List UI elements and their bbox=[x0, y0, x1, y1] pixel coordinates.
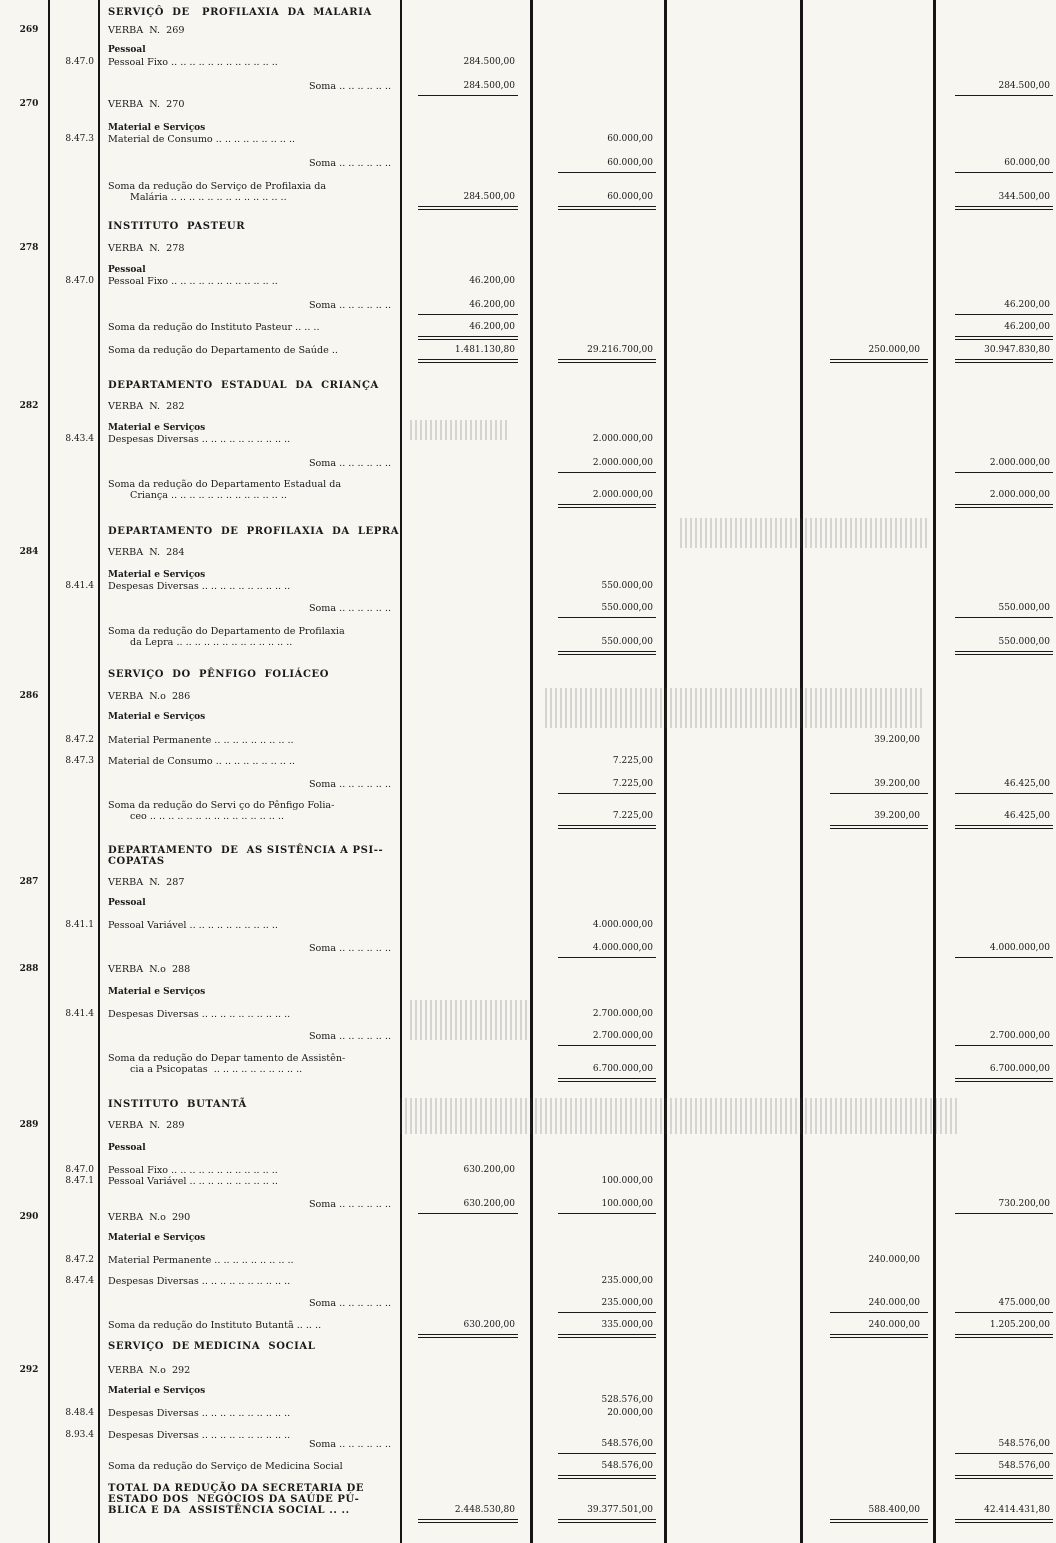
row-description: Soma da redução do Serviço de Medicina Social bbox=[108, 1461, 343, 1472]
verba-code: 290 bbox=[19, 1212, 39, 1222]
row-description: Despesas Diversas .. .. .. .. .. .. .. .. .. .. bbox=[108, 1430, 291, 1441]
amount-col-4: 250.000,00 bbox=[868, 345, 920, 355]
amount-col-1: 630.200,00 bbox=[463, 1199, 515, 1209]
scan-noise bbox=[410, 1000, 530, 1040]
total-rule bbox=[558, 957, 656, 958]
amount-col-2: 6.700.000,00 bbox=[592, 1064, 653, 1074]
amount-col-2: 100.000,00 bbox=[601, 1176, 653, 1186]
total-rule bbox=[558, 1045, 656, 1046]
row-description: SERVIÇO DE MEDICINA SOCIAL bbox=[108, 1341, 316, 1352]
row-description: Despesas Diversas .. .. .. .. .. .. .. .. .. .. bbox=[108, 581, 291, 592]
total-rule bbox=[418, 362, 518, 363]
item-code: 8.47.3 bbox=[65, 134, 94, 144]
total-rule bbox=[955, 507, 1053, 508]
verba-code: 270 bbox=[19, 99, 39, 109]
total-rule bbox=[955, 1081, 1053, 1082]
total-rule bbox=[418, 1519, 518, 1520]
amount-col-4: 240.000,00 bbox=[868, 1320, 920, 1330]
row-description: VERBA N. 287 bbox=[108, 877, 185, 888]
amount-col-1: 46.200,00 bbox=[469, 276, 515, 286]
amount-col-5: 4.000.000,00 bbox=[989, 943, 1050, 953]
total-rule bbox=[955, 1478, 1053, 1479]
total-rule bbox=[558, 651, 656, 652]
item-code: 8.47.4 bbox=[65, 1276, 94, 1286]
row-description: Soma da redução do Instituto Pasteur .. .. .. bbox=[108, 322, 320, 333]
row-description: Pessoal Variável .. .. .. .. .. .. .. .. .. .. bbox=[108, 1176, 278, 1187]
item-code: 8.47.0 bbox=[65, 1165, 94, 1175]
row-description: Pessoal bbox=[108, 45, 146, 55]
total-rule bbox=[558, 828, 656, 829]
amount-col-5: 284.500,00 bbox=[998, 81, 1050, 91]
row-description-continuation: da Lepra .. .. .. .. .. .. .. .. .. .. .. .. .. bbox=[130, 637, 293, 648]
row-description: ESTADO DOS NEGÓCIOS DA SAÚDE PÚ- bbox=[108, 1494, 360, 1505]
amount-col-2: 60.000,00 bbox=[607, 158, 653, 168]
row-description: Despesas Diversas .. .. .. .. .. .. .. .. .. .. bbox=[108, 1009, 291, 1020]
total-rule bbox=[830, 828, 928, 829]
row-description-continuation: ceo .. .. .. .. .. .. .. .. .. .. .. .. .. .. .. bbox=[130, 811, 285, 822]
row-description: VERBA N. 270 bbox=[108, 99, 185, 110]
row-description: Material e Serviços bbox=[108, 1386, 206, 1396]
amount-col-1: 2.448.530,80 bbox=[454, 1505, 515, 1515]
row-description: Material e Serviços bbox=[108, 123, 206, 133]
column-rule-4 bbox=[530, 0, 533, 1543]
row-description: Soma .. .. .. .. .. .. bbox=[308, 300, 391, 311]
amount-col-2: 2.000.000,00 bbox=[592, 458, 653, 468]
amount-col-1: 46.200,00 bbox=[469, 322, 515, 332]
total-rule bbox=[955, 828, 1053, 829]
row-description: Pessoal Fixo .. .. .. .. .. .. .. .. .. .. .. .. bbox=[108, 276, 278, 287]
total-rule bbox=[558, 1453, 656, 1454]
scan-noise bbox=[545, 688, 925, 728]
total-rule bbox=[558, 362, 656, 363]
row-description-continuation: cia a Psicopatas .. .. .. .. .. .. .. .. .. .. bbox=[130, 1064, 303, 1075]
row-description: SERVIÇÔ DE PROFILAXIA DA MALARIA bbox=[108, 7, 372, 18]
amount-col-5: 344.500,00 bbox=[998, 192, 1050, 202]
total-rule bbox=[955, 825, 1053, 826]
total-rule bbox=[558, 1337, 656, 1338]
total-rule bbox=[955, 209, 1053, 210]
total-rule bbox=[955, 1453, 1053, 1454]
row-description: Material e Serviços bbox=[108, 1233, 206, 1243]
total-rule bbox=[418, 336, 518, 337]
total-rule bbox=[955, 1519, 1053, 1520]
amount-col-5: 1.205.200,00 bbox=[989, 1320, 1050, 1330]
column-rule-6 bbox=[800, 0, 803, 1543]
row-description: Soma .. .. .. .. .. .. bbox=[308, 458, 391, 469]
total-rule bbox=[558, 1519, 656, 1520]
total-rule bbox=[418, 1334, 518, 1335]
total-rule bbox=[558, 1312, 656, 1313]
row-description: Pessoal bbox=[108, 898, 146, 908]
row-description: INSTITUTO BUTANTÃ bbox=[108, 1099, 247, 1110]
row-description: Despesas Diversas .. .. .. .. .. .. .. .. .. .. bbox=[108, 1408, 291, 1419]
amount-col-2: 528.576,00 bbox=[601, 1395, 653, 1405]
amount-col-2: 235.000,00 bbox=[601, 1298, 653, 1308]
row-description: Soma da redução do Serviço de Profilaxia da bbox=[108, 181, 327, 192]
total-rule bbox=[955, 617, 1053, 618]
total-rule bbox=[830, 825, 928, 826]
total-rule bbox=[418, 1213, 518, 1214]
amount-col-5: 46.425,00 bbox=[1004, 779, 1050, 789]
total-rule bbox=[955, 957, 1053, 958]
amount-col-4: 39.200,00 bbox=[874, 779, 920, 789]
total-rule bbox=[955, 472, 1053, 473]
item-code: 8.48.4 bbox=[65, 1408, 94, 1418]
total-rule bbox=[418, 359, 518, 360]
item-code: 8.47.0 bbox=[65, 57, 94, 67]
row-description: INSTITUTO PASTEUR bbox=[108, 221, 246, 232]
amount-col-1: 1.481.130,80 bbox=[454, 345, 515, 355]
amount-col-2: 550.000,00 bbox=[601, 603, 653, 613]
amount-col-2: 20.000,00 bbox=[607, 1408, 653, 1418]
total-rule bbox=[955, 172, 1053, 173]
scan-noise bbox=[400, 1098, 960, 1134]
row-description: Soma da redução do Depar tamento de Assistên- bbox=[108, 1053, 346, 1064]
amount-col-2: 2.000.000,00 bbox=[592, 434, 653, 444]
total-rule bbox=[558, 1213, 656, 1214]
total-rule bbox=[418, 1337, 518, 1338]
total-rule bbox=[955, 1334, 1053, 1335]
row-description: Soma .. .. .. .. .. .. bbox=[308, 1298, 391, 1309]
row-description: Pessoal Variável .. .. .. .. .. .. .. .. .. .. bbox=[108, 920, 278, 931]
total-rule bbox=[955, 362, 1053, 363]
total-rule bbox=[955, 336, 1053, 337]
row-description: Pessoal Fixo .. .. .. .. .. .. .. .. .. .. .. .. bbox=[108, 57, 278, 68]
amount-col-4: 240.000,00 bbox=[868, 1298, 920, 1308]
amount-col-5: 46.200,00 bbox=[1004, 322, 1050, 332]
row-description: Soma .. .. .. .. .. .. bbox=[308, 603, 391, 614]
total-rule bbox=[955, 314, 1053, 315]
total-rule bbox=[558, 172, 656, 173]
verba-code: 292 bbox=[19, 1365, 39, 1375]
row-description: Soma .. .. .. .. .. .. bbox=[308, 158, 391, 169]
total-rule bbox=[955, 1522, 1053, 1523]
scan-noise bbox=[410, 420, 510, 440]
total-rule bbox=[955, 1475, 1053, 1476]
total-rule bbox=[955, 1213, 1053, 1214]
row-description: DEPARTAMENTO ESTADUAL DA CRIANÇA bbox=[108, 380, 379, 391]
row-description: Material de Consumo .. .. .. .. .. .. .. .. .. bbox=[108, 134, 296, 145]
row-description: VERBA N.o 286 bbox=[108, 691, 191, 702]
amount-col-4: 39.200,00 bbox=[874, 811, 920, 821]
total-rule bbox=[955, 651, 1053, 652]
amount-col-1: 630.200,00 bbox=[463, 1165, 515, 1175]
total-rule bbox=[558, 359, 656, 360]
total-rule bbox=[558, 793, 656, 794]
row-description: Material e Serviços bbox=[108, 712, 206, 722]
row-description: Soma .. .. .. .. .. .. bbox=[308, 779, 391, 790]
row-description: VERBA N.o 288 bbox=[108, 964, 191, 975]
amount-col-2: 7.225,00 bbox=[612, 756, 653, 766]
amount-col-5: 46.200,00 bbox=[1004, 300, 1050, 310]
amount-col-1: 46.200,00 bbox=[469, 300, 515, 310]
item-code: 8.47.1 bbox=[65, 1176, 94, 1186]
item-code: 8.47.2 bbox=[65, 1255, 94, 1265]
row-description: Pessoal Fixo .. .. .. .. .. .. .. .. .. .. .. .. bbox=[108, 1165, 278, 1176]
amount-col-5: 475.000,00 bbox=[998, 1298, 1050, 1308]
item-code: 8.41.4 bbox=[65, 581, 94, 591]
scan-noise bbox=[680, 518, 930, 548]
amount-col-1: 284.500,00 bbox=[463, 81, 515, 91]
item-code: 8.47.0 bbox=[65, 276, 94, 286]
verba-code: 288 bbox=[19, 964, 39, 974]
total-rule bbox=[558, 472, 656, 473]
row-description: Soma .. .. .. .. .. .. bbox=[308, 81, 391, 92]
amount-col-2: 335.000,00 bbox=[601, 1320, 653, 1330]
row-description: VERBA N. 282 bbox=[108, 401, 185, 412]
row-description: TOTAL DA REDUÇÃO DA SECRETARIA DE bbox=[108, 1483, 365, 1494]
row-description: VERBA N. 284 bbox=[108, 547, 185, 558]
total-rule bbox=[955, 654, 1053, 655]
amount-col-2: 29.216.700,00 bbox=[587, 345, 653, 355]
total-rule bbox=[830, 1312, 928, 1313]
amount-col-2: 100.000,00 bbox=[601, 1199, 653, 1209]
amount-col-2: 548.576,00 bbox=[601, 1461, 653, 1471]
total-rule bbox=[830, 362, 928, 363]
row-description: Soma .. .. .. .. .. .. bbox=[308, 1199, 391, 1210]
verba-code: 269 bbox=[19, 25, 39, 35]
row-description: VERBA N. 269 bbox=[108, 25, 185, 36]
row-description: Despesas Diversas .. .. .. .. .. .. .. .. .. .. bbox=[108, 1276, 291, 1287]
row-description: Material e Serviços bbox=[108, 423, 206, 433]
total-rule bbox=[830, 1522, 928, 1523]
total-rule bbox=[558, 825, 656, 826]
amount-col-2: 2.700.000,00 bbox=[592, 1009, 653, 1019]
row-description: Soma da redução do Departamento de Profilaxia bbox=[108, 626, 345, 637]
row-description: Pessoal bbox=[108, 265, 146, 275]
row-description: VERBA N.o 290 bbox=[108, 1212, 191, 1223]
row-description: VERBA N. 278 bbox=[108, 243, 185, 254]
row-description: BLICA E DA ASSISTÊNCIA SOCIAL .. .. bbox=[108, 1505, 350, 1516]
total-rule bbox=[830, 1334, 928, 1335]
amount-col-2: 2.700.000,00 bbox=[592, 1031, 653, 1041]
total-rule bbox=[830, 1337, 928, 1338]
item-code: 8.41.1 bbox=[65, 920, 94, 930]
row-description: Material Permanente .. .. .. .. .. .. .. .. .. bbox=[108, 1255, 294, 1266]
total-rule bbox=[418, 209, 518, 210]
row-description: Soma .. .. .. .. .. .. bbox=[308, 943, 391, 954]
total-rule bbox=[418, 95, 518, 96]
total-rule bbox=[558, 504, 656, 505]
total-rule bbox=[830, 793, 928, 794]
amount-col-5: 548.576,00 bbox=[998, 1439, 1050, 1449]
amount-col-5: 60.000,00 bbox=[1004, 158, 1050, 168]
total-rule bbox=[955, 339, 1053, 340]
amount-col-5: 46.425,00 bbox=[1004, 811, 1050, 821]
column-rule-2 bbox=[98, 0, 100, 1543]
row-description: Material Permanente .. .. .. .. .. .. .. .. .. bbox=[108, 735, 294, 746]
total-rule bbox=[558, 654, 656, 655]
row-description: Despesas Diversas .. .. .. .. .. .. .. .. .. .. bbox=[108, 434, 291, 445]
total-rule bbox=[558, 1475, 656, 1476]
total-rule bbox=[558, 1078, 656, 1079]
amount-col-5: 730.200,00 bbox=[998, 1199, 1050, 1209]
total-rule bbox=[418, 314, 518, 315]
total-rule bbox=[418, 206, 518, 207]
total-rule bbox=[558, 206, 656, 207]
row-description: SERVIÇO DO PÊNFIGO FOLIÁCEO bbox=[108, 669, 330, 680]
row-description: Soma .. .. .. .. .. .. bbox=[308, 1031, 391, 1042]
amount-col-2: 4.000.000,00 bbox=[592, 920, 653, 930]
total-rule bbox=[558, 1522, 656, 1523]
row-description: Material e Serviços bbox=[108, 987, 206, 997]
total-rule bbox=[830, 359, 928, 360]
row-description-continuation: Malária .. .. .. .. .. .. .. .. .. .. .. .. .. bbox=[130, 192, 287, 203]
verba-code: 278 bbox=[19, 243, 39, 253]
item-code: 8.47.2 bbox=[65, 735, 94, 745]
amount-col-2: 2.000.000,00 bbox=[592, 490, 653, 500]
total-rule bbox=[558, 1334, 656, 1335]
row-description-continuation: COPATAS bbox=[108, 856, 165, 867]
amount-col-5: 30.947.830,80 bbox=[984, 345, 1050, 355]
row-description: DEPARTAMENTO DE PROFILAXIA DA LEPRA bbox=[108, 526, 400, 537]
amount-col-2: 235.000,00 bbox=[601, 1276, 653, 1286]
column-rule-7 bbox=[933, 0, 936, 1543]
item-code: 8.41.4 bbox=[65, 1009, 94, 1019]
item-code: 8.43.4 bbox=[65, 434, 94, 444]
total-rule bbox=[955, 1078, 1053, 1079]
row-description: Pessoal bbox=[108, 1143, 146, 1153]
total-rule bbox=[955, 504, 1053, 505]
verba-code: 284 bbox=[19, 547, 39, 557]
row-description: Soma da redução do Departamento Estadual da bbox=[108, 479, 342, 490]
amount-col-5: 2.000.000,00 bbox=[989, 490, 1050, 500]
row-description: DEPARTAMENTO DE AS SISTÊNCIA A PSI-- bbox=[108, 845, 384, 856]
total-rule bbox=[558, 209, 656, 210]
amount-col-2: 550.000,00 bbox=[601, 581, 653, 591]
amount-col-4: 588.400,00 bbox=[868, 1505, 920, 1515]
row-description-continuation: Criança .. .. .. .. .. .. .. .. .. .. .. .. .. bbox=[130, 490, 287, 501]
total-rule bbox=[955, 793, 1053, 794]
column-rule-3 bbox=[400, 0, 402, 1543]
column-rule-5 bbox=[664, 0, 667, 1543]
row-description: Material e Serviços bbox=[108, 570, 206, 580]
total-rule bbox=[955, 206, 1053, 207]
item-code: 8.47.3 bbox=[65, 756, 94, 766]
amount-col-2: 4.000.000,00 bbox=[592, 943, 653, 953]
amount-col-1: 284.500,00 bbox=[463, 57, 515, 67]
total-rule bbox=[955, 1312, 1053, 1313]
row-description: VERBA N. 289 bbox=[108, 1120, 185, 1131]
total-rule bbox=[418, 339, 518, 340]
amount-col-5: 2.700.000,00 bbox=[989, 1031, 1050, 1041]
amount-col-1: 284.500,00 bbox=[463, 192, 515, 202]
amount-col-5: 550.000,00 bbox=[998, 603, 1050, 613]
amount-col-1: 630.200,00 bbox=[463, 1320, 515, 1330]
total-rule bbox=[558, 1081, 656, 1082]
verba-code: 287 bbox=[19, 877, 39, 887]
column-rule-1 bbox=[48, 0, 50, 1543]
amount-col-4: 240.000,00 bbox=[868, 1255, 920, 1265]
total-rule bbox=[558, 1478, 656, 1479]
row-description: Soma .. .. .. .. .. .. bbox=[308, 1439, 391, 1450]
amount-col-5: 6.700.000,00 bbox=[989, 1064, 1050, 1074]
total-rule bbox=[955, 359, 1053, 360]
item-code: 8.93.4 bbox=[65, 1430, 94, 1440]
row-description: Soma da redução do Servi ço do Pênfigo Folia- bbox=[108, 800, 335, 811]
total-rule bbox=[830, 1519, 928, 1520]
amount-col-2: 60.000,00 bbox=[607, 134, 653, 144]
row-description: VERBA N.o 292 bbox=[108, 1365, 191, 1376]
amount-col-5: 548.576,00 bbox=[998, 1461, 1050, 1471]
total-rule bbox=[955, 95, 1053, 96]
amount-col-4: 39.200,00 bbox=[874, 735, 920, 745]
row-description: Soma da redução do Instituto Butantã .. .. .. bbox=[108, 1320, 322, 1331]
verba-code: 286 bbox=[19, 691, 39, 701]
row-description: Soma da redução do Departamento de Saúde .. bbox=[108, 345, 338, 356]
row-description: Material de Consumo .. .. .. .. .. .. .. .. .. bbox=[108, 756, 296, 767]
amount-col-5: 550.000,00 bbox=[998, 637, 1050, 647]
total-rule bbox=[955, 1337, 1053, 1338]
total-rule bbox=[418, 1522, 518, 1523]
amount-col-2: 550.000,00 bbox=[601, 637, 653, 647]
amount-col-2: 548.576,00 bbox=[601, 1439, 653, 1449]
amount-col-5: 42.414.431,80 bbox=[984, 1505, 1050, 1515]
total-rule bbox=[955, 1045, 1053, 1046]
total-rule bbox=[558, 507, 656, 508]
verba-code: 289 bbox=[19, 1120, 39, 1130]
amount-col-2: 7.225,00 bbox=[612, 779, 653, 789]
amount-col-2: 39.377.501,00 bbox=[587, 1505, 653, 1515]
amount-col-5: 2.000.000,00 bbox=[989, 458, 1050, 468]
total-rule bbox=[558, 617, 656, 618]
amount-col-2: 7.225,00 bbox=[612, 811, 653, 821]
verba-code: 282 bbox=[19, 401, 39, 411]
amount-col-2: 60.000,00 bbox=[607, 192, 653, 202]
